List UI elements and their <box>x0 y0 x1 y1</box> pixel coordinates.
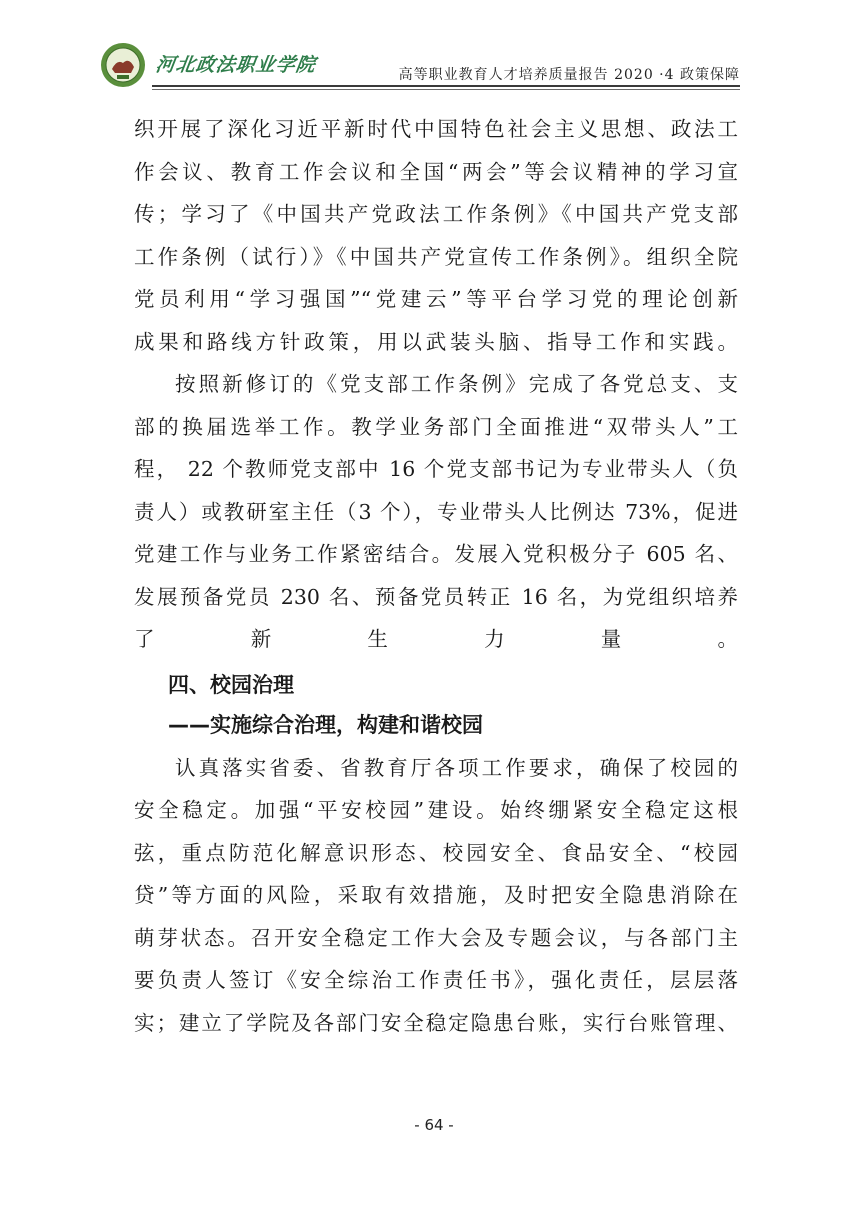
header-rule-thick <box>152 85 740 87</box>
page-header <box>100 40 740 88</box>
section-subheading: ——实施综合治理，构建和谐校园 <box>168 712 483 737</box>
text-line: 党建工作与业务工作紧密结合。发展入党积极分子 605 名、 <box>134 542 738 566</box>
text-line: 工作条例（试行）》《中国共产党宣传工作条例》。组织全院 <box>134 244 738 269</box>
college-name-logo: 河北政法职业学院 <box>154 54 318 76</box>
text-line: 织开展了深化习近平新时代中国特色社会主义思想、政法工 <box>134 117 738 141</box>
section-heading: 四、校园治理 <box>168 672 294 697</box>
text-line: 党员利用“学习强国”“党建云”等平台学习党的理论创新 <box>134 287 738 311</box>
header-rule-thin <box>152 89 740 90</box>
text-line: 贷”等方面的风险，采取有效措施，及时把安全隐患消除在 <box>134 883 738 907</box>
text-line: 了新生力量。 <box>134 627 738 651</box>
text-line: 实；建立了学院及各部门安全稳定隐患台账，实行台账管理、 <box>134 1010 738 1035</box>
text-line: 程， 22 个教师党支部中 16 个党支部书记为专业带头人（负 <box>134 457 738 481</box>
page-body <box>134 108 738 1044</box>
text-line: 萌芽状态。召开安全稳定工作大会及专题会议，与各部门主 <box>134 925 738 950</box>
text-line: 部的换届选举工作。教学业务部门全面推进“双带头人”工 <box>134 414 738 439</box>
text-line: 安全稳定。加强“平安校园”建设。始终绷紧安全稳定这根 <box>134 798 738 822</box>
text-line: 作会议、教育工作会议和全国“两会”等会议精神的学习宣 <box>134 159 738 184</box>
report-title: 高等职业教育人才培养质量报告 2020 ·4 政策保障 <box>398 67 740 83</box>
page-number: - 64 - <box>414 1116 454 1134</box>
paragraph-party-study <box>134 108 738 363</box>
text-line: 责人）或教研室主任（3 个），专业带头人比例达 73%，促进 <box>134 499 738 524</box>
text-line: 要负责人签订《安全综治工作责任书》，强化责任，层层落 <box>134 968 738 992</box>
college-seal-logo <box>100 42 146 88</box>
text-line: 弦，重点防范化解意识形态、校园安全、食品安全、“校园 <box>134 840 738 865</box>
text-line: 发展预备党员 230 名、预备党员转正 16 名，为党组织培养 <box>134 584 738 609</box>
text-line: 成果和路线方针政策，用以武装头脑、指导工作和实践。 <box>134 329 738 354</box>
paragraph-branch-election <box>134 363 738 661</box>
paragraph-campus-safety <box>134 747 738 1045</box>
text-line: 按照新修订的《党支部工作条例》完成了各党总支、支 <box>175 372 738 396</box>
text-line: 传；学习了《中国共产党政法工作条例》《中国共产党支部 <box>134 202 738 226</box>
text-line: 认真落实省委、省教育厅各项工作要求，确保了校园的 <box>175 755 738 780</box>
